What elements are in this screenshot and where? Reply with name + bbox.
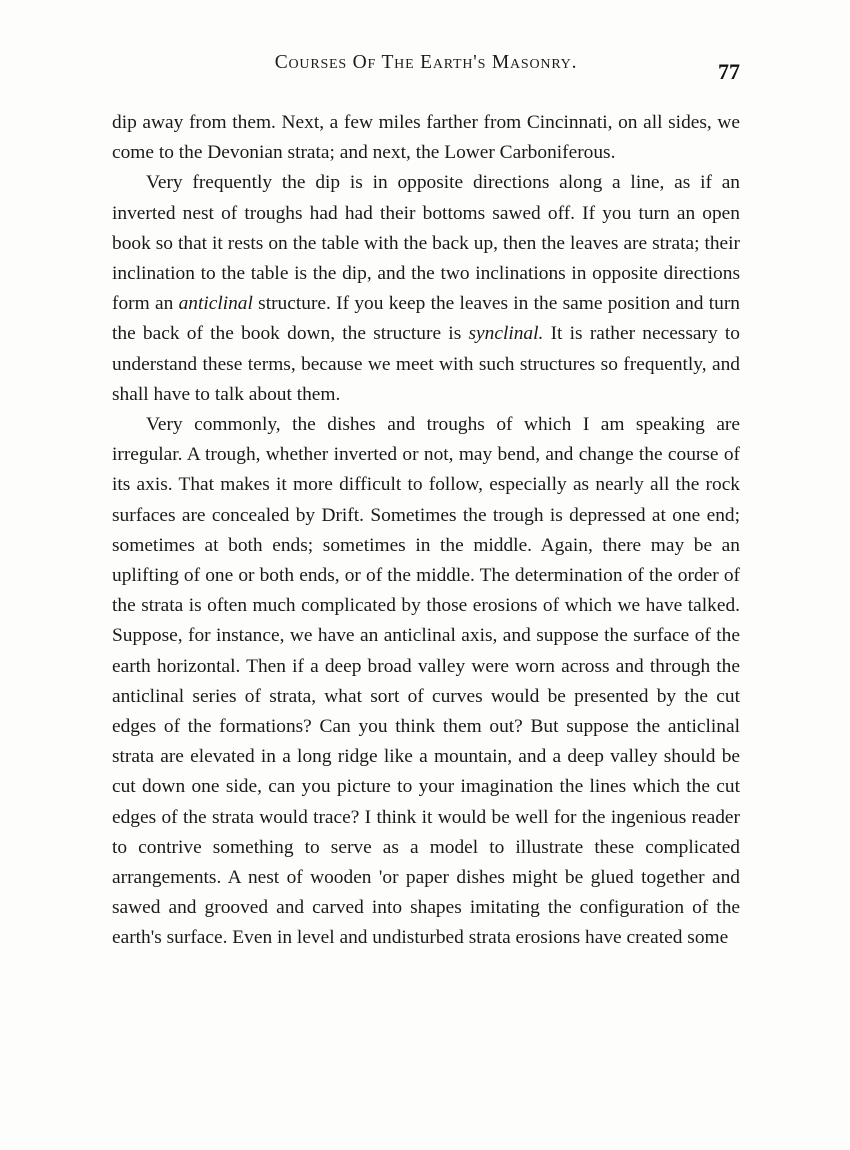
paragraph-2-part-1: Very frequently the dip is in opposite directions along a line, as if an inverted nest of troughs had had their bottoms sawed off. If you turn an open book so that it rests on the table with the back up, then the leaves are strata; their inclination to the table is the dip, and the two inclinations in opposite directions form an: [112, 172, 740, 315]
page-title: Courses Of The Earth's Masonry.: [274, 52, 578, 73]
running-head: [112, 52, 740, 86]
paragraph-3: Very commonly, the dishes and troughs of which I am speaking are irregular. A trough, whether inverted or not, may bend, and change the course of its axis. That makes it more difficult to follow, especially as nearly all the rock surfaces are concealed by Drift. Sometimes the trough is depressed at one end; sometimes at both ends; sometimes in the middle. Again, there may be an uplifting of one or both ends, or of the middle. The determination of the order of the strata is often much complicated by those erosions of which we have talked. Suppose, for instance, we have an anticlinal axis, and suppose the surface of the earth horizontal. Then if a deep broad valley were worn across and through the anticlinal series of strata, what sort of curves would be presented by the cut edges of the formations? Can you think them out? But suppose the anticlinal strata are elevated in a long ridge like a mountain, and a deep valley should be cut down one side, can you picture to your imagination the lines which the cut edges of the strata would trace? I think it would be well for the ingenious reader to contrive something to serve as a model to illustrate these complicated arrangements. A nest of wooden 'or paper dishes might be glued together and sawed and grooved and carved into shapes imitating the configuration of the earth's surface. Even in level and undisturbed strata erosions have created some: [112, 414, 740, 949]
paragraph-2-part-2: structure. If you keep the leaves in the same position and turn the back of the book down, the structure is: [112, 293, 740, 345]
page-number: 77: [718, 59, 740, 84]
term-synclinal: synclinal.: [468, 323, 544, 345]
paragraph-1: dip away from them. Next, a few miles farther from Cincinnati, on all sides, we come to the Devonian strata; and next, the Lower Carboniferous.: [112, 112, 740, 164]
page-content: [112, 52, 740, 954]
body-text: [112, 108, 740, 954]
paragraph-2: [112, 168, 740, 410]
paragraph-2-part-3: It is rather necessary to understand these terms, because we meet with such structures so frequently, and shall have to talk about them.: [112, 323, 740, 405]
term-anticlinal: anticlinal: [178, 293, 253, 315]
